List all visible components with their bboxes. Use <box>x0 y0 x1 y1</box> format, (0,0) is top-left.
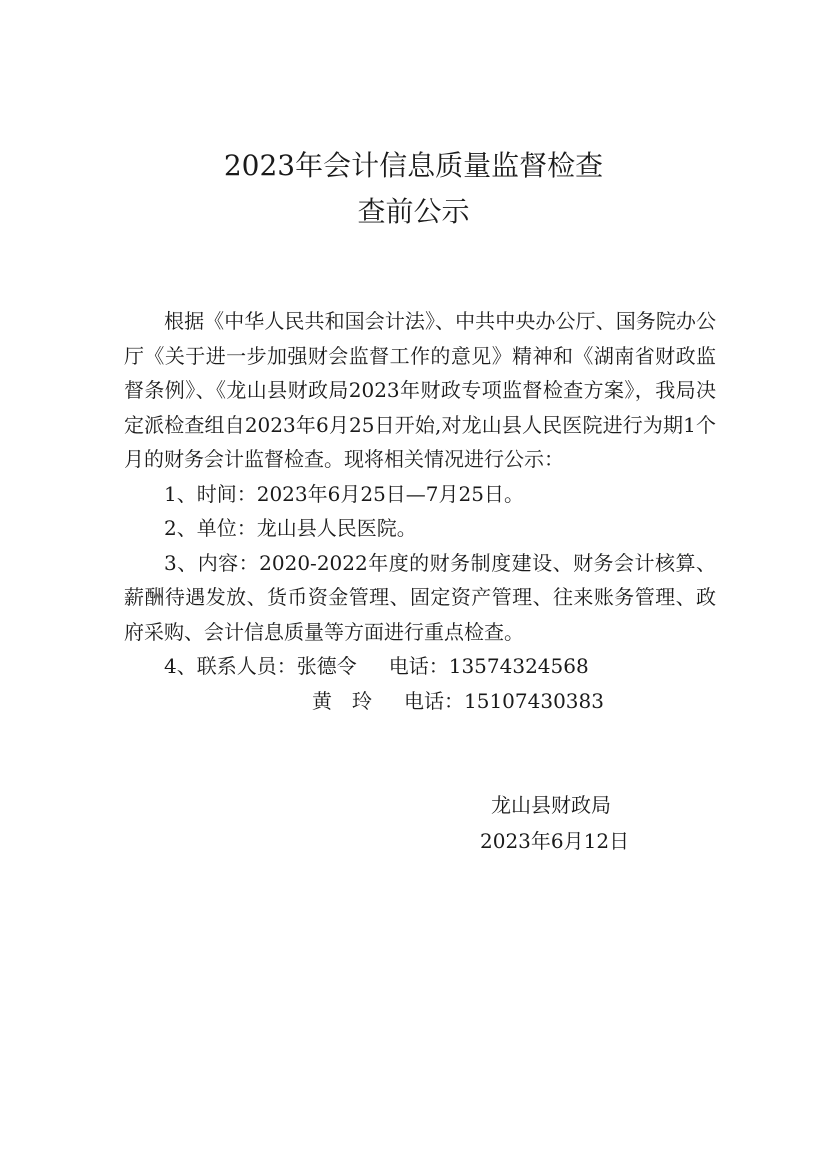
signature-date: 2023年6月12日 <box>480 829 630 853</box>
document-body <box>124 304 716 718</box>
contact-line-1 <box>124 649 716 684</box>
item-unit: 2、单位：龙山县人民医院。 <box>164 516 417 540</box>
intro-paragraph: 根据《中华人民共和国会计法》、中共中央办公厅、国务院办公厅《关于进一步加强财会监督工作的意见》精神和《湖南省财政监督条例》、《龙山县财政局2023年财政专项监督检查方案》，我局决定派检查组自2023年6月25日开始,对龙山县人民医院进行为期1个月的财务会计监督检查。现将相关情况进行公示： <box>124 309 716 471</box>
contact-label: 4、联系人员： <box>164 654 297 678</box>
signature-organization: 龙山县财政局 <box>491 793 611 817</box>
document-title-line2: 查前公示 <box>357 195 470 228</box>
contact-person2-phone-label: 电话： <box>404 688 464 713</box>
contact-person2-phone: 15107430383 <box>464 688 604 713</box>
contact-person1-phone-label: 电话： <box>388 654 449 678</box>
contact-person2-name: 黄 玲 <box>312 688 372 713</box>
document-title-line1: 2023年会计信息质量监督检查 <box>223 149 604 182</box>
contact-line-2 <box>124 684 716 719</box>
item-content: 3、内容：2020-2022年度的财务制度建设、财务会计核算、薪酬待遇发放、货币资金管理、固定资产管理、往来账务管理、政府采购、会计信息质量等方面进行重点检查。 <box>124 550 716 644</box>
item-time: 1、时间：2023年6月25日—7月25日。 <box>164 481 524 506</box>
contact-person1-phone: 13574324568 <box>448 654 589 678</box>
contact-person1-name: 张德令 <box>296 654 357 678</box>
